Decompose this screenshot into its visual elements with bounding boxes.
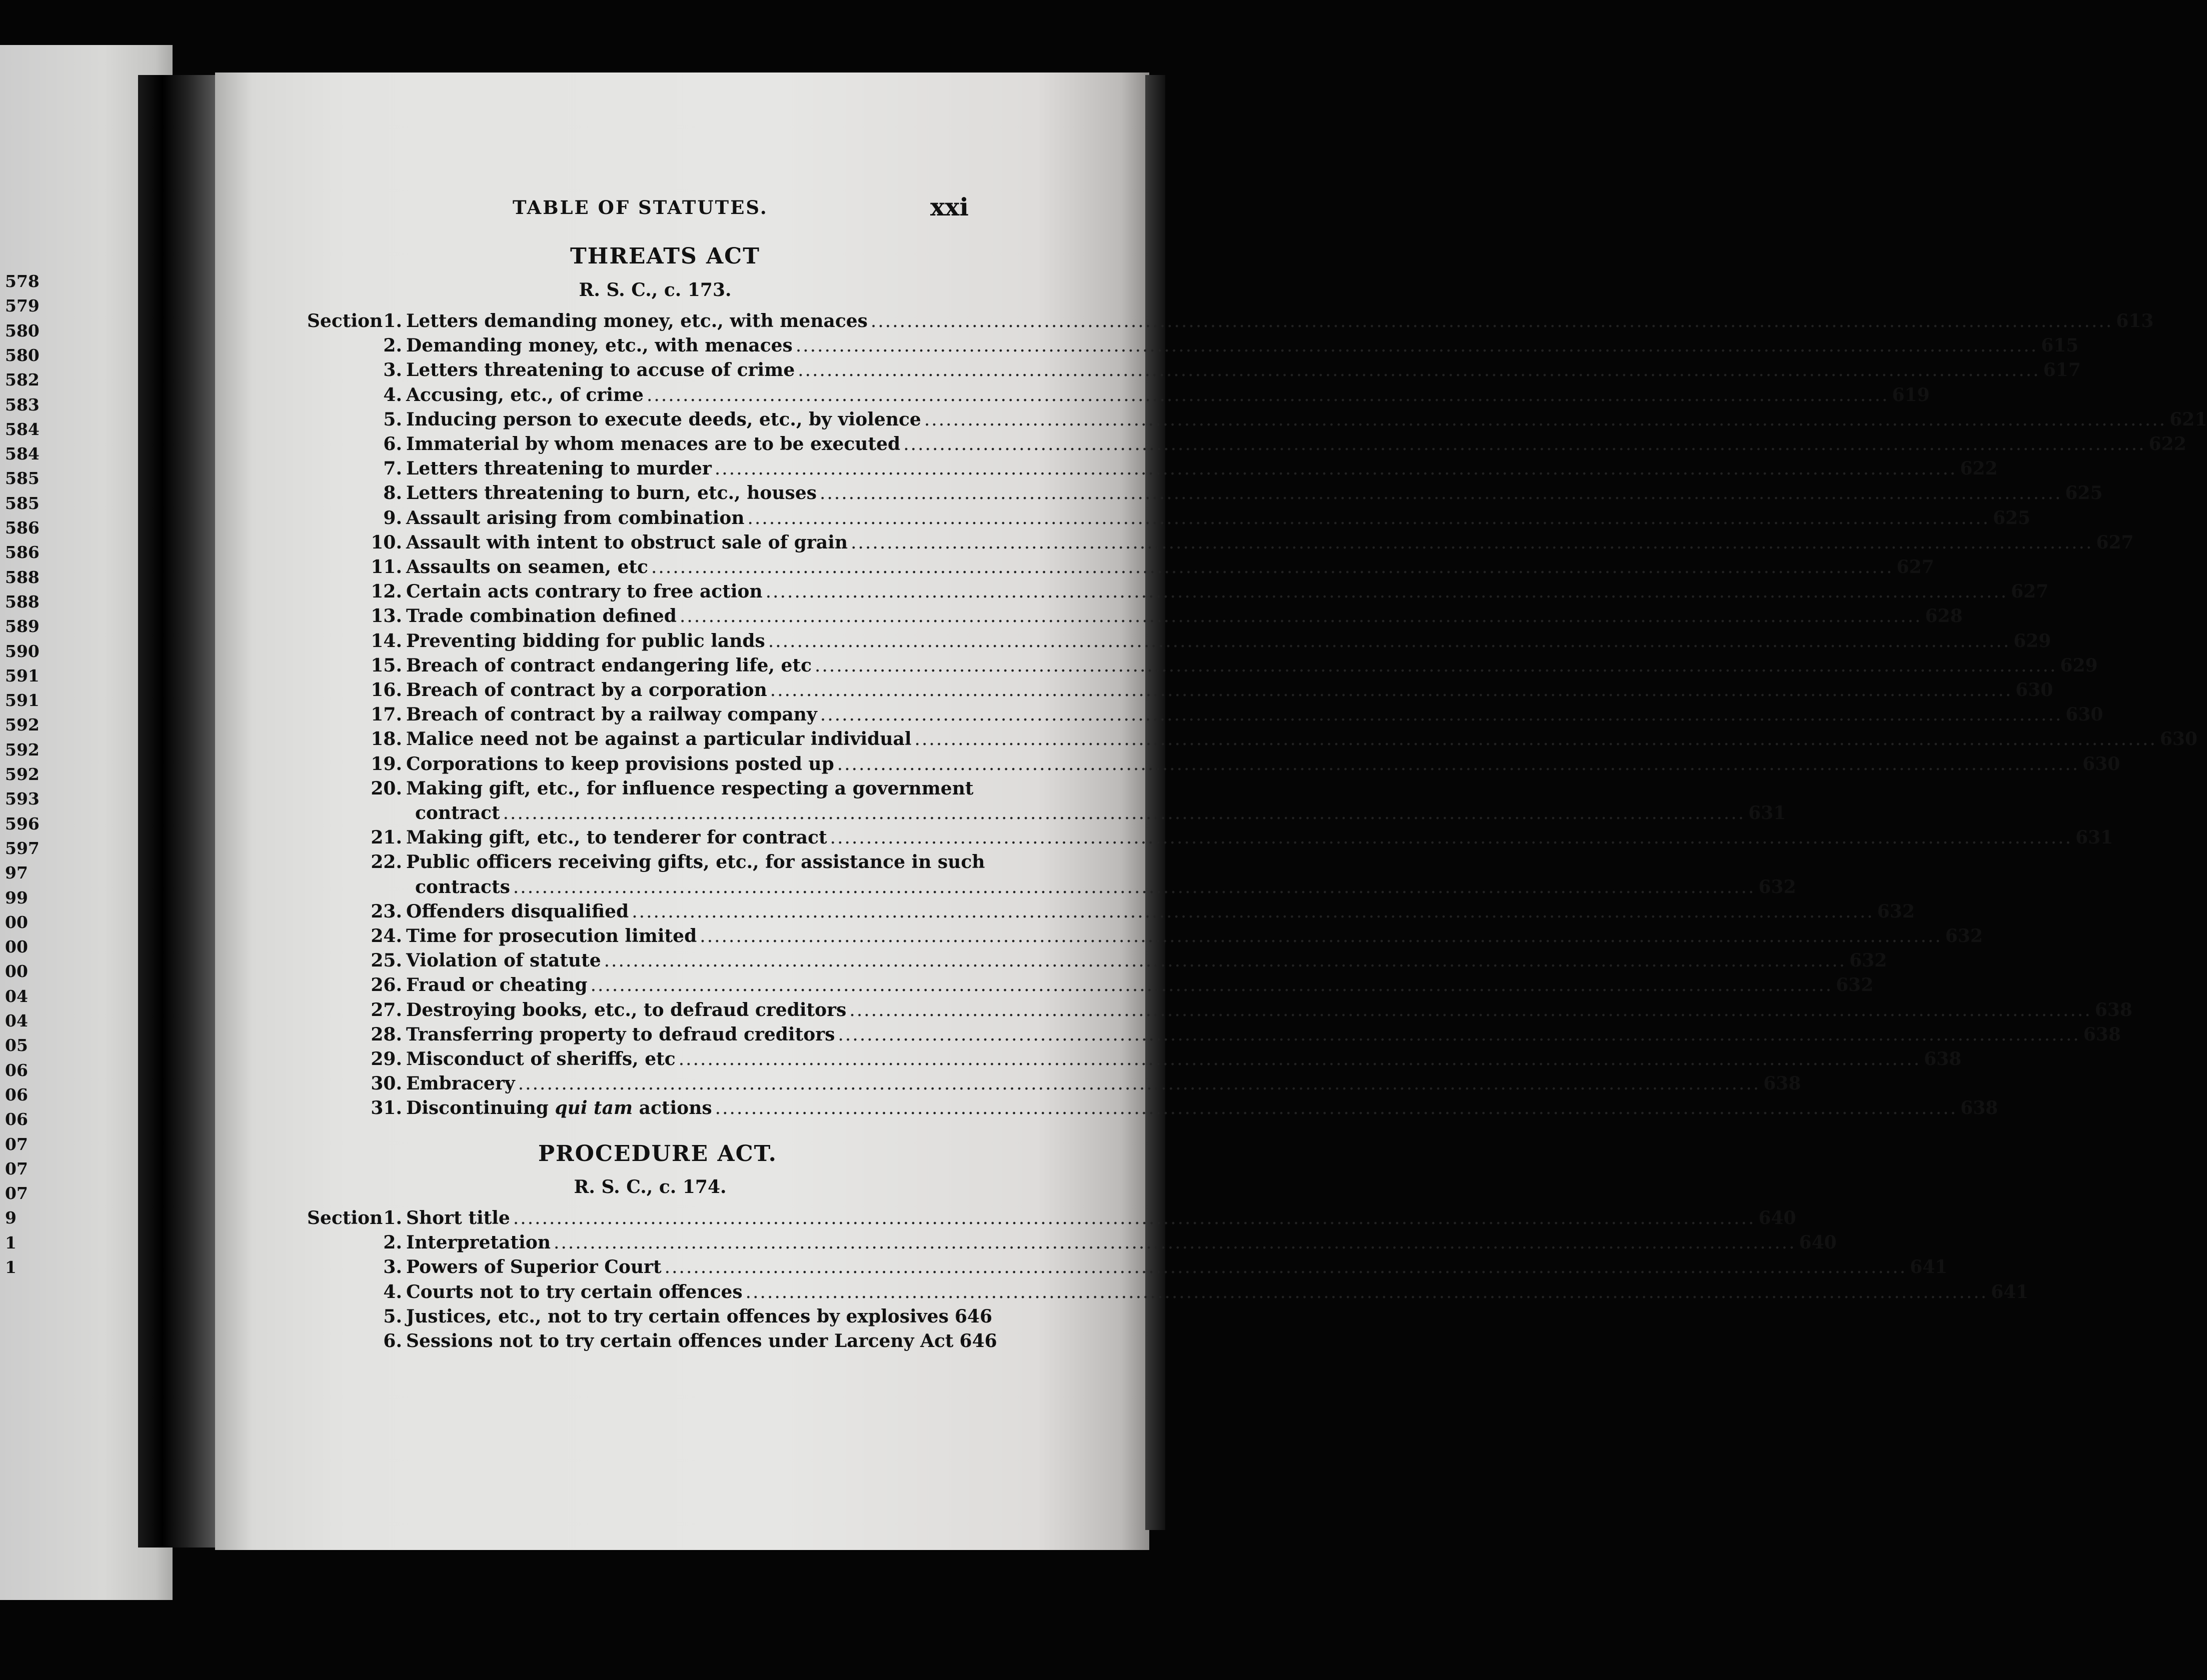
section-number: 9. [383,508,402,528]
act-reference-threats: R. S. C., c. 173. [579,280,732,300]
entry-title: Destroying books, etc., to defraud creditors [406,1000,847,1020]
entry-title: Assaults on seamen, etc [406,556,648,578]
section-number: 1. [383,310,402,332]
act-title-procedure: PROCEDURE ACT. [538,1141,778,1166]
dot-leader [647,385,1889,406]
page-reference: 627 [2096,532,2134,553]
previous-page-number: 580 [5,346,40,365]
entry-title: Sessions not to try certain offences under Larceny Act [406,1330,954,1352]
page-reference: 615 [2041,335,2079,356]
page-reference: 638 [1960,1098,1998,1118]
dot-leader [700,926,1942,946]
dot-leader [837,754,2079,774]
previous-page-number: 588 [5,592,40,612]
previous-page-number: 591 [5,690,40,710]
entry-title: Letters threatening to accuse of crime [406,360,795,380]
section-number: 2. [383,335,402,356]
dot-leader [748,508,1990,528]
entry-title: Breach of contract by a corporation [406,680,767,700]
entry-title: Letters threatening to murder [406,458,712,479]
page-reference: 627 [2010,581,2049,602]
dot-leader [798,360,2040,380]
entry-title: Letters threatening to burn, etc., houses [406,482,817,504]
section-number: 22. [371,852,402,872]
dot-leader [715,1098,1957,1118]
previous-page-number: 597 [5,838,40,858]
dot-leader [604,950,1846,971]
previous-page-number: 583 [5,395,40,414]
section-number: 7. [383,458,402,479]
entry-title: Breach of contract by a railway company [406,704,817,725]
dot-leader [871,311,2113,332]
entry-title: Embracery [406,1073,515,1094]
entry-title-continuation: contract [415,802,500,824]
page-reference: 641 [1909,1256,1948,1278]
section-number: 31. [371,1098,402,1118]
dot-leader [665,1257,1907,1278]
dot-leader [851,532,2093,553]
section-number: 4. [383,384,402,406]
previous-page-number: 05 [5,1036,28,1055]
page-reference: 630 [2015,680,2053,700]
section-number: 21. [371,827,402,848]
previous-page-number: 1 [5,1233,17,1252]
page-reference: 619 [1892,384,1930,406]
page-reference: 646 [959,1330,997,1352]
previous-page-number: 592 [5,764,40,784]
page-edge-shadow [1145,75,1165,1530]
page-reference: 638 [2083,1024,2121,1045]
previous-page-number: 04 [5,986,28,1006]
page-reference: 630 [2082,754,2120,774]
act-title-threats: THREATS ACT [570,244,760,269]
previous-page-number: 585 [5,468,40,488]
page-reference: 631 [2075,827,2113,848]
section-number: 5. [383,1306,402,1327]
dot-leader [651,557,1893,578]
entry-title: Assault with intent to obstruct sale of grain [406,532,848,553]
entry-title: Interpretation [406,1232,551,1253]
entry-title: Violation of statute [406,950,601,971]
section-number: 3. [383,1256,402,1278]
dot-leader [770,680,2012,700]
section-number: 16. [371,680,402,700]
section-number: 10. [371,532,402,553]
page-reference: 646 [954,1306,992,1327]
previous-page-number: 586 [5,542,40,562]
dot-leader [796,336,2038,356]
page-reference: 630 [2159,728,2197,750]
previous-page-number: 579 [5,296,40,316]
page-reference: 613 [2116,310,2154,332]
page-reference: 629 [2013,630,2051,652]
page-reference: 630 [2065,704,2103,725]
page-reference: 640 [1758,1208,1796,1228]
section-number: 25. [371,950,402,971]
previous-page-number: 580 [5,321,40,340]
page-reference: 617 [2043,360,2081,380]
page-reference: 632 [1835,974,1874,996]
section-number: 18. [371,728,402,750]
dot-leader [715,458,1957,479]
previous-page-number: 593 [5,789,40,808]
entry-title: Offenders disqualified [406,901,629,922]
dot-leader [513,1208,1755,1228]
page-reference: 621 [2169,409,2207,430]
entry-title: Transferring property to defraud creditors [406,1024,835,1045]
dot-leader [815,656,2057,676]
dot-leader [503,803,1745,824]
section-number: 2. [383,1232,402,1253]
section-number: 23. [371,901,402,922]
entry-title: Breach of contract endangering life, etc [406,655,812,676]
section-number: 30. [371,1073,402,1094]
page-reference: 632 [1849,950,1887,971]
previous-page-number: 1 [5,1258,17,1277]
page-reference: 638 [1763,1073,1801,1094]
previous-page-number: 06 [5,1085,28,1104]
dot-leader [820,483,2062,504]
section-label: Section [307,310,383,332]
entry-title: Making gift, etc., to tenderer for contract [406,827,827,848]
page-reference: 638 [1923,1048,1962,1070]
section-number: 3. [383,360,402,380]
section-number: 8. [383,482,402,504]
section-number: 13. [371,606,402,626]
previous-page-number: 592 [5,740,40,760]
previous-page-number: 588 [5,568,40,587]
section-number: 26. [371,974,402,996]
previous-page-number: 584 [5,444,40,464]
previous-page-number: 07 [5,1134,28,1154]
dot-leader [518,1074,1760,1094]
entry-title: Trade combination defined [406,606,677,626]
page-reference: 625 [2065,482,2103,504]
dot-leader [903,434,2145,454]
page-number: xxi [930,192,969,222]
section-number: 24. [371,926,402,946]
entry-title: Accusing, etc., of crime [406,384,644,406]
dot-leader [768,631,2010,652]
previous-page-number: 585 [5,494,40,513]
dot-leader [830,828,2072,848]
entry-title: Misconduct of sheriffs, etc [406,1048,676,1070]
entry-title: Letters demanding money, etc., with menaces [406,310,868,332]
dot-leader [849,1000,2091,1020]
entry-title: Public officers receiving gifts, etc., for assistance in such [406,852,985,872]
dot-leader [924,410,2166,430]
dot-leader [679,1049,1921,1070]
entry-title: Inducing person to execute deeds, etc., by violence [406,409,921,430]
entry-title: Certain acts contrary to free action [406,581,763,602]
entry-title-continuation: contracts [415,876,510,898]
section-number: 4. [383,1282,402,1302]
entry-title: Assault arising from combination [406,508,745,528]
previous-page-number: 578 [5,272,40,291]
dot-leader [915,729,2157,750]
page-reference: 629 [2060,655,2098,676]
section-number: 15. [371,655,402,676]
entry-title: Justices, etc., not to try certain offences by explosives [406,1306,949,1327]
page-reference: 632 [1945,926,1983,946]
page-reference: 622 [1960,458,1998,479]
dot-leader [513,877,1755,898]
entry-title: Powers of Superior Court [406,1256,662,1278]
previous-page-number: 591 [5,666,40,686]
page-reference: 632 [1877,901,1915,922]
section-number: 12. [371,581,402,602]
entry-title: Short title [406,1208,510,1228]
previous-page-number: 06 [5,1060,28,1080]
previous-page-number: 589 [5,616,40,636]
page-reference: 641 [1990,1282,2029,1302]
page-reference: 628 [1925,606,1963,626]
previous-page-number: 584 [5,420,40,439]
section-label: Section [307,1208,383,1228]
entry-title: Immaterial by whom menaces are to be executed [406,434,901,454]
page-reference: 622 [2148,434,2186,454]
section-number: 29. [371,1048,402,1070]
section-number: 14. [371,630,402,652]
dot-leader [766,582,2008,602]
previous-page-number: 00 [5,937,28,956]
entry-title: Demanding money, etc., with menaces [406,335,793,356]
dot-leader [554,1232,1796,1253]
previous-page-number: 04 [5,1011,28,1030]
entry-title: Time for prosecution limited [406,926,697,946]
entry-title: Malice need not be against a particular individual [406,728,912,750]
section-number: 11. [371,556,402,578]
previous-page-number: 596 [5,814,40,834]
section-number: 19. [371,754,402,774]
dot-leader [820,704,2062,725]
section-number: 20. [371,778,402,799]
previous-page-number: 00 [5,912,28,932]
section-number: 17. [371,704,402,725]
previous-page-number: 97 [5,863,28,882]
section-number: 6. [383,434,402,454]
page-reference: 625 [1992,508,2030,528]
dot-leader [838,1024,2080,1045]
previous-page-number: 586 [5,518,40,538]
previous-page-number: 06 [5,1110,28,1129]
previous-page-number: 9 [5,1208,17,1228]
previous-page-number: 07 [5,1184,28,1203]
previous-page-number: 99 [5,888,28,908]
entry-title: Preventing bidding for public lands [406,630,765,652]
previous-page-number: 582 [5,370,40,390]
dot-leader [746,1282,1988,1302]
page-reference: 627 [1896,556,1934,578]
entry-title: Courts not to try certain offences [406,1282,743,1302]
page-reference: 640 [1799,1232,1837,1253]
previous-page-number: 590 [5,642,40,661]
previous-page-number: 592 [5,715,40,734]
dot-leader [632,902,1874,922]
dot-leader [591,975,1833,996]
section-number: 27. [371,1000,402,1020]
section-number: 28. [371,1024,402,1045]
entry-title: Corporations to keep provisions posted up [406,754,834,774]
section-number: 5. [383,409,402,430]
previous-page-number: 07 [5,1159,28,1178]
entry-title: Making gift, etc., for influence respecting a government [406,778,974,799]
section-number: 1. [383,1208,402,1228]
page-reference: 632 [1758,876,1796,898]
dot-leader [680,606,1922,626]
page-reference: 638 [2094,1000,2132,1020]
running-head: TABLE OF STATUTES. [513,196,768,218]
entry-title: Fraud or cheating [406,974,588,996]
act-reference-procedure: R. S. C., c. 174. [574,1176,727,1198]
section-number: 6. [383,1330,402,1352]
page-reference: 631 [1748,802,1786,824]
previous-page-number: 00 [5,962,28,981]
entry-title: Discontinuing qui tam actions [406,1098,712,1118]
